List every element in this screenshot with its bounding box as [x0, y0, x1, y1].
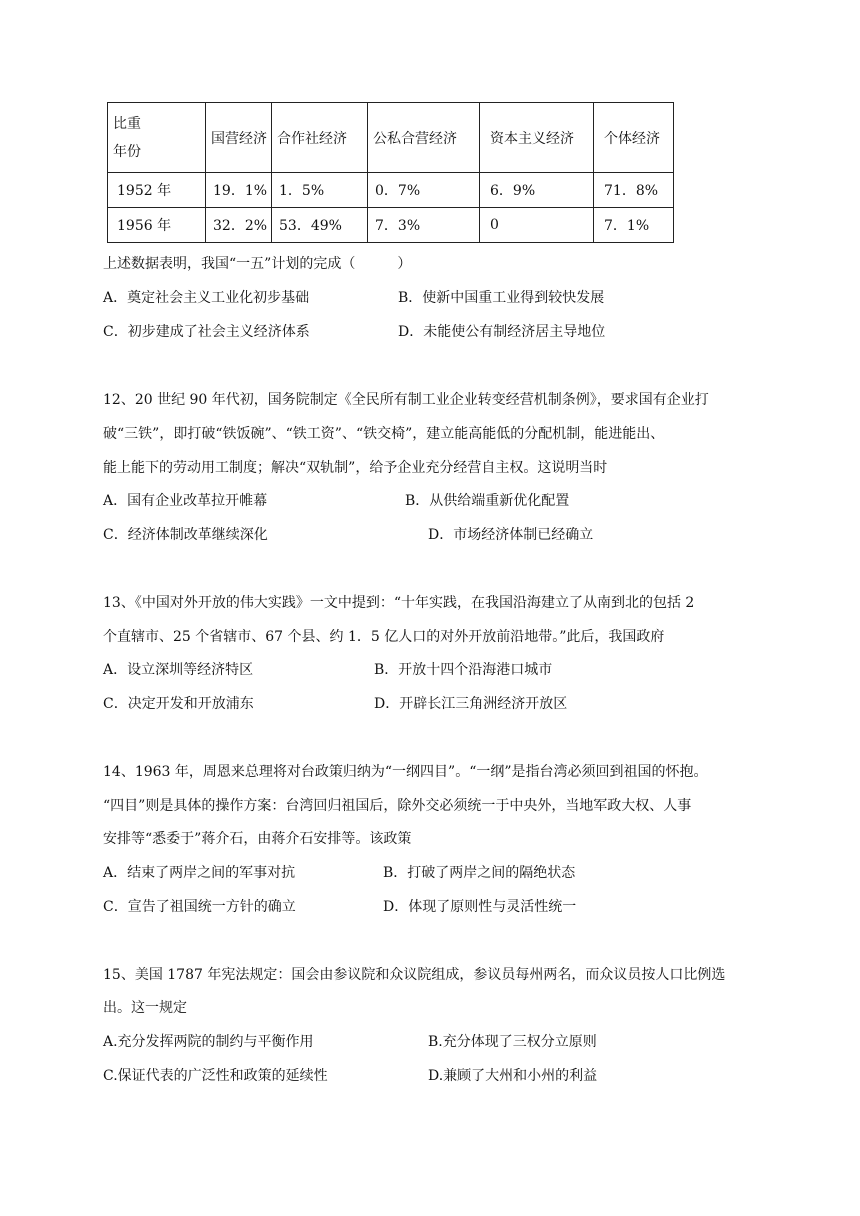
column-header: 资本主义经济	[480, 103, 594, 173]
column-header: 公私合营经济	[368, 103, 480, 173]
table-cell: 7．1%	[594, 208, 674, 243]
q14-option-b[interactable]: B．打破了两岸之间的隔绝状态	[383, 865, 576, 881]
q11-option-b[interactable]: B．使新中国重工业得到较快发展	[398, 290, 605, 306]
q12-option-c[interactable]: C．经济体制改革继续深化	[103, 527, 268, 543]
q15-option-b[interactable]: B.充分体现了三权分立原则	[428, 1034, 597, 1050]
q14-stem-line: 14、1963 年，周恩来总理将对台政策归纳为“一纲四目”。“一纲”是指台湾必须回到祖国的怀抱。	[103, 764, 708, 780]
q11-option-d[interactable]: D．未能使公有制经济居主导地位	[398, 324, 606, 340]
header-year-label: 年份	[113, 143, 141, 160]
table-cell: 0．7%	[368, 173, 480, 208]
table-row	[108, 208, 674, 243]
year-cell: 1952 年	[108, 173, 206, 208]
year-cell: 1956 年	[108, 208, 206, 243]
table-row	[108, 173, 674, 208]
q15-stem-line: 出。这一规定	[103, 1000, 187, 1016]
table-cell: 6．9%	[480, 173, 594, 208]
q13-option-a[interactable]: A．设立深圳等经济特区	[103, 662, 254, 678]
q15-option-c[interactable]: C.保证代表的广泛性和政策的延续性	[103, 1068, 328, 1084]
q13-stem-line: 13、《中国对外开放的伟大实践》一文中提到：“十年实践，在我国沿海建立了从南到北的包括 2	[103, 595, 695, 611]
q12-stem-line: 能上能下的劳动用工制度；解决“双轨制”，给予企业充分经营自主权。这说明当时	[103, 460, 608, 476]
q13-option-b[interactable]: B．开放十四个沿海港口城市	[374, 662, 553, 678]
table-cell: 19．1%	[206, 173, 272, 208]
q14-option-d[interactable]: D．体现了原则性与灵活性统一	[383, 899, 577, 915]
q11-option-a[interactable]: A．奠定社会主义工业化初步基础	[103, 290, 310, 306]
table-cell: 71．8%	[594, 173, 674, 208]
column-header: 合作社经济	[272, 103, 368, 173]
q12-stem-line: 破“三铁”，即打破“铁饭碗”、“铁工资”、“铁交椅”，建立能高能低的分配机制，能进能出、	[103, 426, 665, 442]
table-cell: 0	[480, 208, 594, 243]
q15-option-a[interactable]: A.充分发挥两院的制约与平衡作用	[103, 1034, 314, 1050]
table-cell: 53．49%	[272, 208, 368, 243]
column-header: 个体经济	[594, 103, 674, 173]
q11-option-c[interactable]: C．初步建成了社会主义经济体系	[103, 324, 310, 340]
table-cell: 32．2%	[206, 208, 272, 243]
q12-option-a[interactable]: A．国有企业改革拉开帷幕	[103, 493, 268, 509]
q14-option-c[interactable]: C．宣告了祖国统一方针的确立	[103, 899, 296, 915]
q12-option-d[interactable]: D．市场经济体制已经确立	[428, 527, 594, 543]
data-table	[107, 102, 674, 243]
table-header-row	[108, 103, 674, 173]
q14-stem-line: “四目”则是具体的操作方案：台湾回归祖国后，除外交必须统一于中央外，当地军政大权、人事	[103, 798, 692, 814]
q14-stem-line: 安排等“悉委于”蒋介石，由蒋介石安排等。该政策	[103, 831, 412, 847]
q14-option-a[interactable]: A．结束了两岸之间的军事对抗	[103, 865, 296, 881]
column-header: 国营经济	[206, 103, 272, 173]
q13-option-d[interactable]: D．开辟长江三角洲经济开放区	[374, 696, 568, 712]
q15-option-d[interactable]: D.兼顾了大州和小州的利益	[428, 1068, 598, 1084]
header-corner-cell	[108, 103, 206, 173]
q11-stem: 上述数据表明，我国“一五”计划的完成（ ）	[103, 256, 412, 272]
table-cell: 7．3%	[368, 208, 480, 243]
table-cell: 1．5%	[272, 173, 368, 208]
q13-stem-line: 个直辖市、25 个省辖市、67 个县、约 1．5 亿人口的对外开放前沿地带。”此后，我国政府	[103, 629, 665, 645]
q12-stem-line: 12、20 世纪 90 年代初，国务院制定《全民所有制工业企业转变经营机制条例》，要求国有企业打	[103, 392, 709, 408]
header-weight-label: 比重	[113, 115, 141, 132]
q13-option-c[interactable]: C．决定开发和开放浦东	[103, 696, 254, 712]
q12-option-b[interactable]: B．从供给端重新优化配置	[405, 493, 570, 509]
q15-stem-line: 15、美国 1787 年宪法规定：国会由参议院和众议院组成，参议员每州两名，而众议员按人口比例选	[103, 967, 726, 983]
